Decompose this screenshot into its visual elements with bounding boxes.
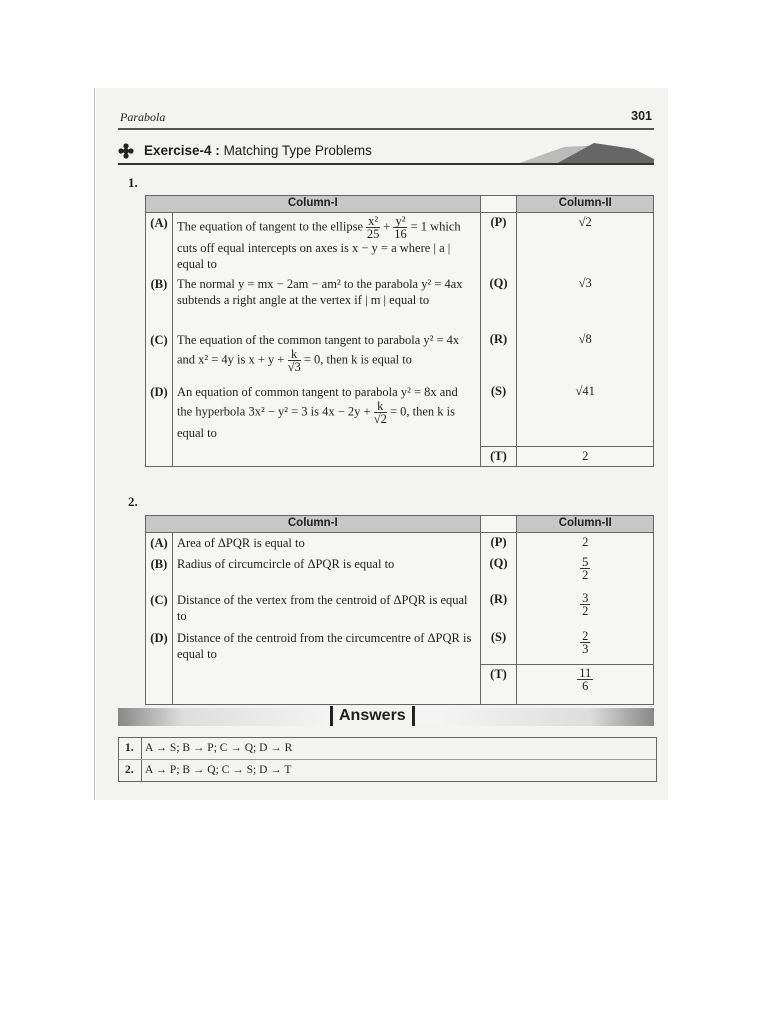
answers-box: [118, 737, 657, 782]
option-value: [517, 664, 654, 704]
row-label-empty: [146, 664, 173, 704]
option-label: (Q): [480, 274, 517, 330]
table-row: [146, 554, 654, 590]
question-1-table: [145, 195, 654, 467]
text-part: The equation of tangent to the ellipse: [176, 219, 367, 234]
fraction: [580, 556, 590, 581]
fraction-denominator: √3: [287, 360, 301, 374]
fraction-denominator: 3: [582, 642, 589, 656]
row-label: (C): [146, 330, 173, 382]
fraction-denominator: 25: [366, 227, 380, 241]
answer-divider: [141, 738, 142, 759]
row-text-empty: [172, 664, 480, 704]
option-label: (T): [480, 664, 517, 704]
decorative-swoosh: [494, 139, 654, 165]
option-value: [517, 554, 654, 590]
table-header-row: [146, 516, 654, 533]
page-number: 301: [631, 109, 652, 123]
fraction-numerator: 2: [582, 629, 589, 643]
table-header-row: [146, 196, 654, 213]
question-1-number: 1.: [128, 175, 138, 190]
fraction: [374, 400, 387, 425]
flower-icon: [118, 143, 134, 159]
exercise-title: [144, 143, 372, 158]
row-label: (C): [146, 590, 173, 628]
text-part: = 0, then k is equal to: [176, 404, 456, 440]
fraction: [288, 348, 301, 373]
fraction-denominator: 16: [394, 227, 407, 241]
option-label: (T): [480, 446, 517, 466]
fraction: [393, 215, 407, 240]
option-value: √2: [517, 213, 654, 275]
table-row: [146, 446, 654, 466]
table-row: [146, 274, 654, 330]
fraction: [580, 592, 590, 617]
row-text-empty: [172, 446, 480, 466]
option-label: (P): [480, 213, 517, 275]
text-part: = 1 which cuts off equal intercepts on axes is x − y = a where | a | equal to: [176, 219, 461, 271]
column-1-header: Column-I: [146, 196, 481, 213]
page-header: [118, 108, 654, 130]
header-spacer: [480, 516, 517, 533]
column-1-header: Column-I: [146, 516, 481, 533]
exercise-rule: [118, 163, 654, 165]
text-part: An equation of common tangent to parabola y² = 8x and the hyperbola 3x² − y² = 3 is 4x − 2y +: [176, 385, 458, 419]
answer-row: [119, 760, 656, 781]
option-label: (R): [480, 590, 517, 628]
fraction-numerator: 5: [582, 555, 589, 569]
answer-divider: [141, 760, 142, 781]
option-label: (S): [480, 382, 517, 446]
fraction-numerator: x²: [368, 214, 379, 228]
option-label: (S): [480, 628, 517, 664]
row-label: (B): [146, 274, 173, 330]
option-value: [517, 590, 654, 628]
row-label: (A): [146, 213, 173, 275]
page-edge: [94, 88, 95, 800]
text-part: +: [380, 219, 394, 234]
row-text: Radius of circumcircle of ΔPQR is equal to: [172, 554, 480, 590]
fraction: [366, 215, 380, 240]
option-label: (Q): [480, 554, 517, 590]
answer-text: A → S; B → P; C → Q; D → R: [145, 742, 293, 754]
table-row: [146, 533, 654, 555]
column-2-header: Column-II: [517, 196, 654, 213]
fraction-denominator: 2: [582, 568, 589, 582]
fraction-denominator: 2: [582, 604, 589, 618]
row-label-empty: [146, 446, 173, 466]
question-2-number: 2.: [128, 494, 138, 509]
exercise-heading: [118, 139, 654, 165]
option-value: 2: [517, 446, 654, 466]
fraction: [577, 667, 593, 692]
row-text: Distance of the centroid from the circumcentre of ΔPQR is equal to: [172, 628, 480, 664]
question-2-table: [145, 515, 654, 705]
fraction-denominator: 6: [582, 678, 589, 693]
answers-banner: [118, 704, 654, 730]
option-value: √41: [517, 382, 654, 446]
row-text: Area of ΔPQR is equal to: [172, 533, 480, 555]
fraction-numerator: 11: [579, 665, 592, 680]
option-value: √3: [517, 274, 654, 330]
row-text: [172, 330, 480, 382]
column-2-header: Column-II: [517, 516, 654, 533]
row-text: [172, 382, 480, 446]
table-row: [146, 590, 654, 628]
table-row: [146, 330, 654, 382]
answer-number: 2.: [125, 764, 134, 776]
text-part: = 0, then k is equal to: [300, 352, 412, 367]
row-text: The normal y = mx − 2am − am² to the parabola y² = 4ax subtends a right angle at the vertex if | m | equal to: [172, 274, 480, 330]
table-row: [146, 382, 654, 446]
fraction-numerator: y²: [395, 214, 406, 228]
exercise-title-bold: Exercise-4 :: [144, 143, 220, 158]
row-label: (D): [146, 628, 173, 664]
option-value: [517, 628, 654, 664]
option-label: (R): [480, 330, 517, 382]
fraction-numerator: k: [288, 348, 301, 361]
table-row: [146, 213, 654, 275]
row-label: (A): [146, 533, 173, 555]
chapter-title: Parabola: [120, 110, 166, 124]
answer-number: 1.: [125, 742, 134, 754]
answer-row: [119, 738, 656, 760]
answers-title: Answers: [330, 706, 415, 726]
fraction-numerator: 3: [582, 591, 589, 605]
row-text: Distance of the vertex from the centroid of ΔPQR is equal to: [172, 590, 480, 628]
table-row: [146, 628, 654, 664]
fraction: [580, 630, 590, 655]
row-text: [172, 213, 480, 275]
text-part: The equation of the common tangent to parabola y² = 4x and x² = 4y is x + y +: [176, 333, 460, 367]
row-label: (D): [146, 382, 173, 446]
option-label: (P): [480, 533, 517, 555]
exercise-title-rest: Matching Type Problems: [219, 143, 372, 158]
row-label: (B): [146, 554, 173, 590]
fraction-numerator: k: [374, 400, 387, 413]
fraction-denominator: √2: [373, 412, 387, 426]
option-value: 2: [517, 533, 654, 555]
answer-text: A → P; B → Q; C → S; D → T: [145, 764, 292, 776]
header-spacer: [480, 196, 517, 213]
option-value: √8: [517, 330, 654, 382]
table-row: [146, 664, 654, 704]
header-rule: [118, 128, 654, 130]
